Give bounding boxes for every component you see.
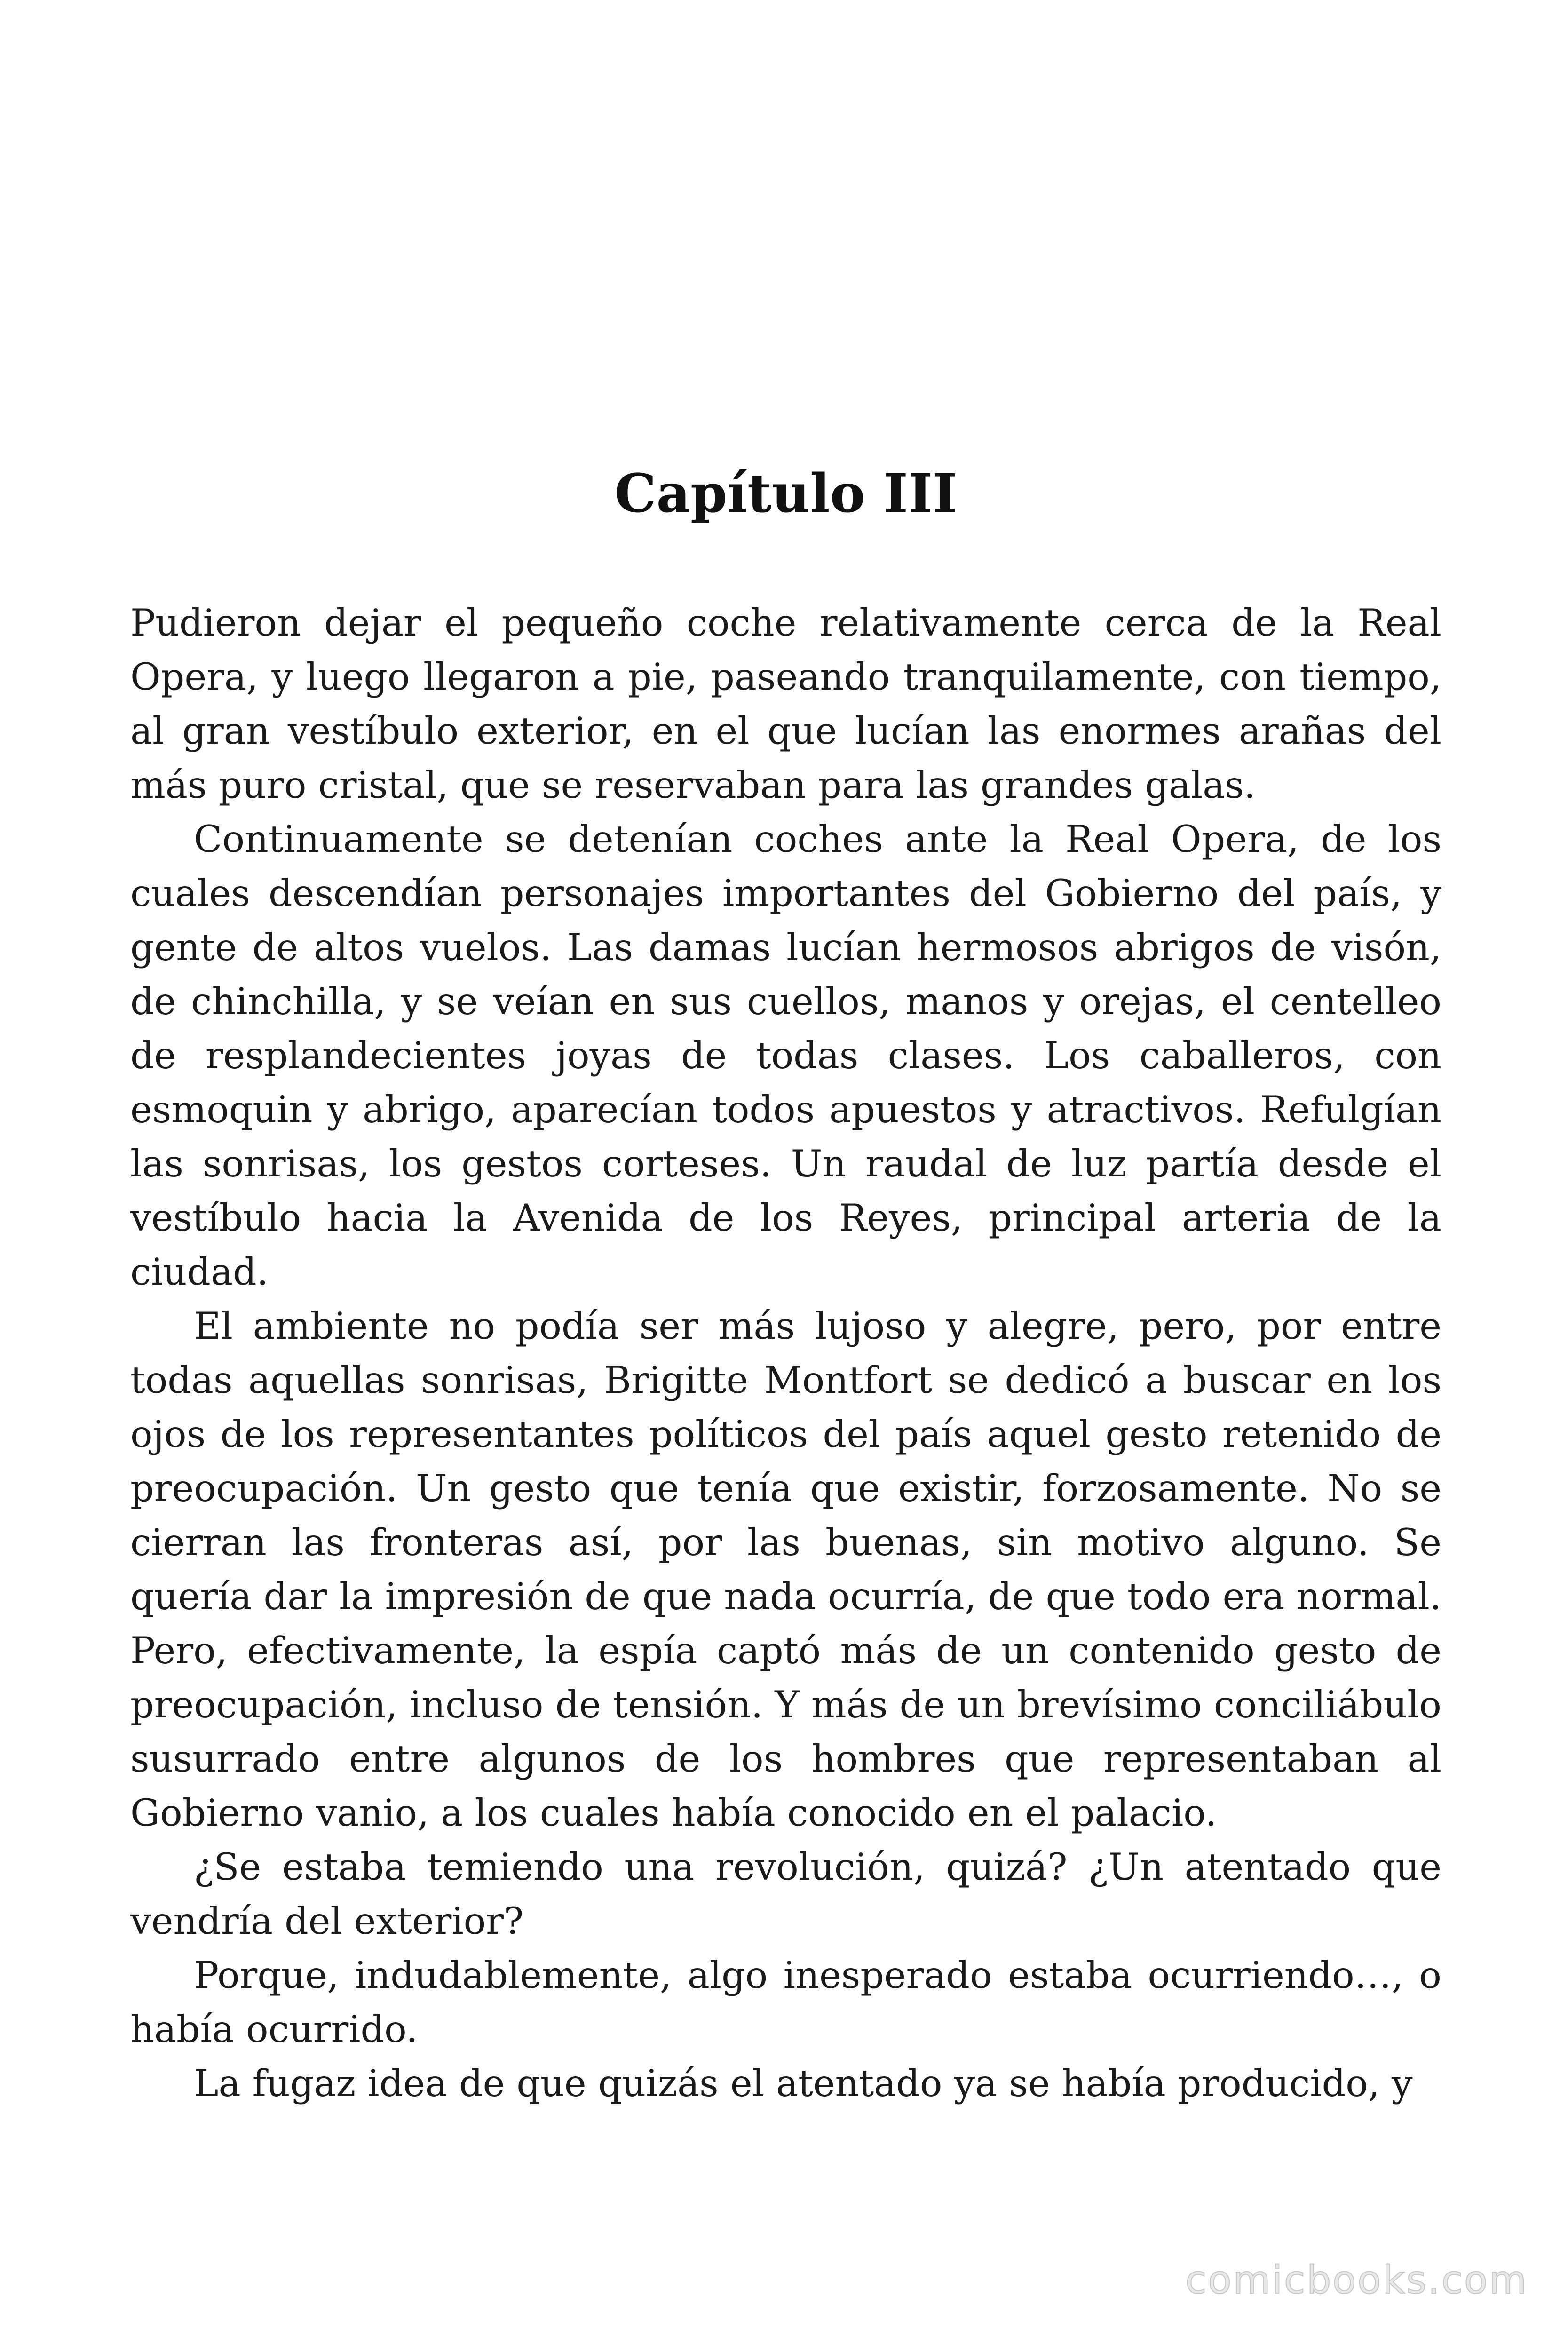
paragraph: La fugaz idea de que quizás el atentado ya se había producido, y — [194, 2062, 1413, 2105]
paragraph: Continuamente se detenían coches ante la Real Opera, de los cuales descendían personajes importantes del Gobierno del país, y gente de altos vuelos. Las damas lucían hermosos abrigos de visón, de chinchilla, y se veían en sus cuellos, manos y orejas, el centelleo de resplandecientes joyas de todas clases. Los caballeros, con esmoquin y abrigo, aparecían todos apuestos y atractivos. Refulgían las sonrisas, los gestos corteses. Un raudal de luz partía desde el vestíbulo hacia la Avenida de los Reyes, principal arteria de la ciudad. — [130, 818, 1441, 1294]
watermark: comicbooks.com — [1185, 2258, 1528, 2303]
paragraph: Porque, indudablemente, algo inesperado estaba ocurriendo…, o había ocurrido. — [130, 1954, 1441, 2051]
paragraph: El ambiente no podía ser más lujoso y alegre, pero, por entre todas aquellas sonrisas, Brigitte Montfort se dedicó a buscar en los ojos de los representantes políticos del país aquel gesto retenido de preocupación. Un gesto que tenía que existir, forzosamente. No se cierran las fronteras así, por las buenas, sin motivo alguno. Se quería dar la impresión de que nada ocurría, de que todo era normal. Pero, efectivamente, la espía captó más de un contenido gesto de preocupación, incluso de tensión. Y más de un brevísimo conciliábulo susurrado entre algunos de los hombres que representaban al Gobierno vanio, a los cuales había conocido en el palacio. — [130, 1304, 1441, 1835]
paragraph: Pudieron dejar el pequeño coche relativamente cerca de la Real Opera, y luego llegaron a pie, paseando tranquilamente, con tiempo, al gran vestíbulo exterior, en el que lucían las enormes arañas del más puro cristal, que se reservaban para las grandes galas. — [130, 601, 1441, 807]
paragraph: ¿Se estaba temiendo una revolución, quizá? ¿Un atentado que vendría del exterior? — [130, 1845, 1441, 1943]
chapter-body — [130, 596, 1441, 2111]
chapter-title: Capítulo III — [614, 463, 958, 524]
book-page — [130, 0, 1441, 2352]
